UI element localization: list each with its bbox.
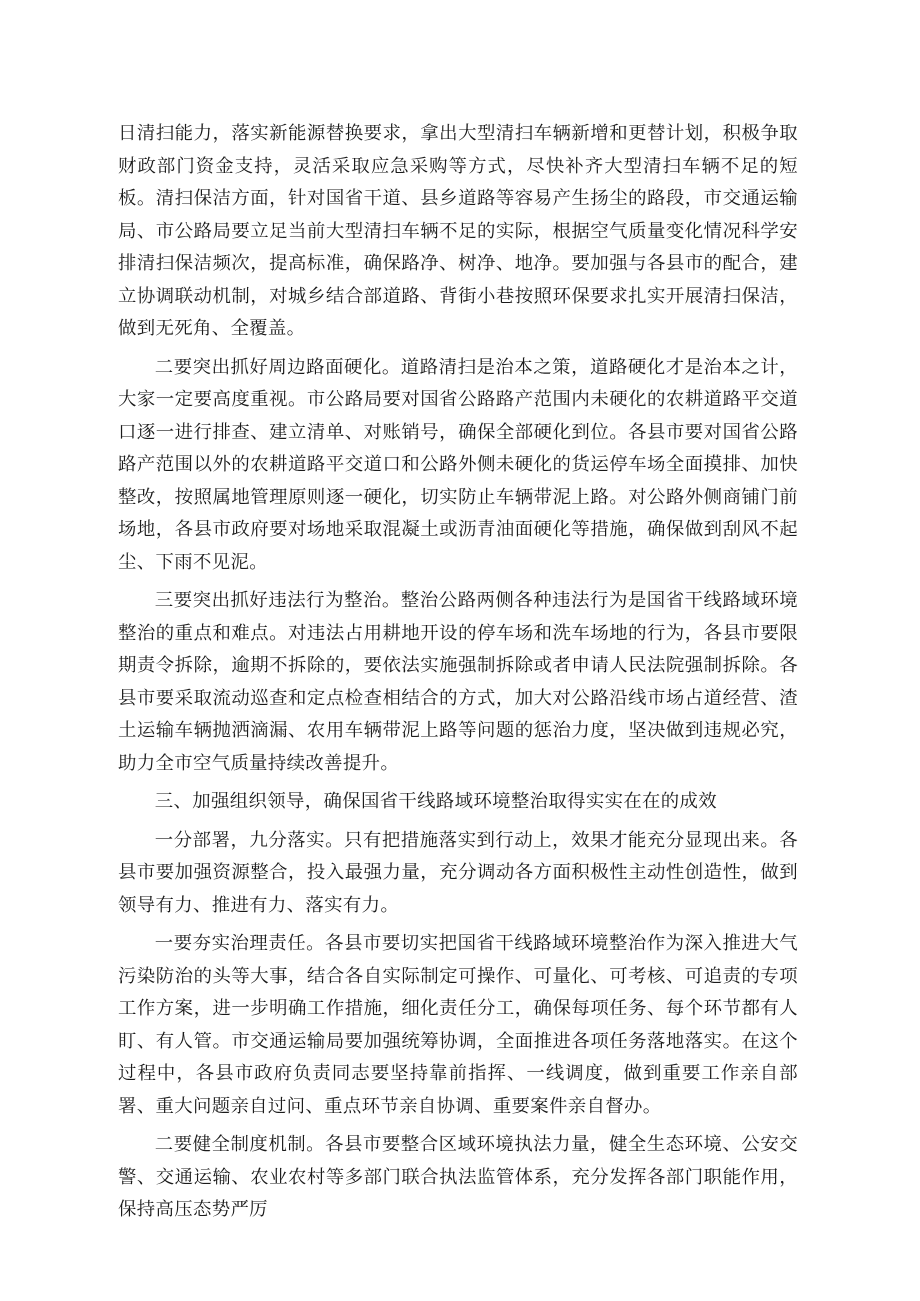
paragraph-5: 一分部署，九分落实。只有把措施落实到行动上，效果才能充分显现出来。各县市要加强资源整合，投入最强力量，充分调动各方面积极性主动性创造性，做到领导有力、推进有力、落实有力。 [118,829,798,916]
paragraph-3: 三要突出抓好违法行为整治。整治公路两侧各种违法行为是国省干线路域环境整治的重点和难点。对违法占用耕地开设的停车场和洗车场地的行为，各县市要限期责令拆除，逾期不拆除的，要依法实施强制拆除或者申请人民法院强制拆除。各县市要采取流动巡查和定点检查相结合的方式，加大对公路沿线市场占道经营、渣土运输车辆抛洒滴漏、农用车辆带泥上路等问题的惩治力度，坚决做到违规必究，助力全市空气质量持续改善提升。 [118,590,798,774]
section-heading: 三、加强组织领导，确保国省干线路域环境整治取得实实在在的成效 [154,791,718,812]
paragraph-1: 日清扫能力，落实新能源替换要求，拿出大型清扫车辆新增和更替计划，积极争取财政部门资金支持，灵活采取应急采购等方式，尽快补齐大型清扫车辆不足的短板。清扫保洁方面，针对国省干道、县乡道路等容易产生扬尘的路段，市交通运输局、市公路局要立足当前大型清扫车辆不足的实际，根据空气质量变化情况科学安排清扫保洁频次，提高标准，确保路净、树净、地净。要加强与各县市的配合，建立协调联动机制，对城乡结合部道路、背街小巷按照环保要求扎实开展清扫保洁，做到无死角、全覆盖。 [118,123,798,339]
paragraph-2: 二要突出抓好周边路面硬化。道路清扫是治本之策，道路硬化才是治本之计，大家一定要高度重视。市公路局要对国省公路路产范围内未硬化的农耕道路平交道口逐一进行排查、建立清单、对账销号，确保全部硬化到位。各县市要对国省公路路产范围以外的农耕道路平交道口和公路外侧未硬化的货运停车场全面摸排、加快整改，按照属地管理原则逐一硬化，切实防止车辆带泥上路。对公路外侧商铺门前场地，各县市政府要对场地采取混凝土或沥青油面硬化等措施，确保做到刮风不起尘、下雨不见泥。 [118,356,798,573]
paragraph-6: 一要夯实治理责任。各县市要切实把国省干线路域环境整治作为深入推进大气污染防治的头等大事，结合各自实际制定可操作、可量化、可考核、可追责的专项工作方案，进一步明确工作措施，细化责任分工，确保每项任务、每个环节都有人盯、有人管。市交通运输局要加强统筹协调，全面推进各项任务落地落实。在这个过程中，各县市政府负责同志要坚持靠前指挥、一线调度，做到重要工作亲自部署、重大问题亲自过问、重点环节亲自协调、重要案件亲自督办。 [118,933,798,1117]
paragraph-7: 二要健全制度机制。各县市要整合区域环境执法力量，健全生态环境、公安交警、交通运输、农业农村等多部门联合执法监管体系，充分发挥各部门职能作用，保持高压态势严厉 [118,1134,798,1220]
document-page [118,118,798,1233]
